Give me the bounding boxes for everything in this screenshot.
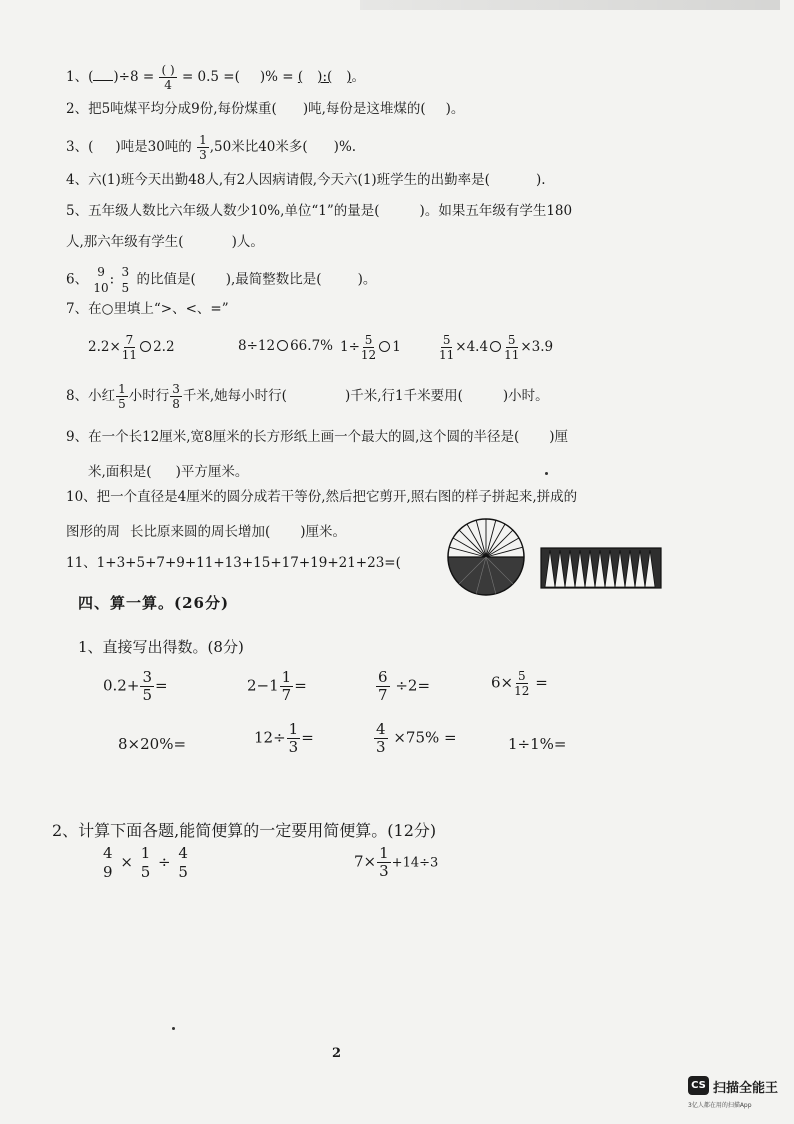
part2-e2-den: 3	[379, 862, 389, 880]
q7-i1-num: 7	[125, 333, 134, 347]
calc-r2-2-a: 12÷	[254, 728, 286, 747]
compare-circle	[140, 341, 151, 352]
q8-fraction-1	[116, 383, 128, 410]
q7-i2-b: 66.7%	[290, 338, 333, 354]
calc-r2-1	[118, 735, 186, 753]
camscanner-logo-icon: CS	[688, 1076, 709, 1095]
calc-r1-1-den: 5	[142, 686, 152, 704]
part2-expression-2	[354, 846, 438, 879]
calc-r2-3-fraction	[374, 722, 388, 755]
question-6	[66, 266, 376, 294]
q7-item-4	[438, 334, 553, 361]
question-10-line-2	[66, 526, 346, 540]
calc-r1-1-b: =	[154, 676, 168, 695]
q1-ratio	[298, 69, 352, 85]
q7-i4-fraction-2	[504, 334, 519, 361]
q2-text-a: 2、把5吨煤平均分成9份,每份煤重(	[66, 101, 277, 117]
question-2	[66, 103, 464, 117]
question-7-title: 7、在○里填上“>、<、=”	[66, 301, 229, 317]
q10-text-c: 长比原来圆的周长增加(	[130, 524, 271, 540]
calc-r1-2-den: 7	[281, 686, 292, 704]
question-10-line-1: 10、把一个直径是4厘米的圆分成若干等份,然后把它剪开,照右图的样子拼起来,拼成的	[66, 489, 578, 505]
q3-text-d: )%.	[333, 139, 357, 155]
question-4	[66, 174, 546, 188]
q7-i4-b: ×3.9	[520, 339, 554, 355]
q9-text-c: 米,面积是(	[88, 464, 152, 480]
rearranged-rectangle-figure	[540, 547, 662, 589]
q8-fraction-2	[170, 383, 182, 410]
q9-text-d: )平方厘米。	[175, 464, 249, 480]
part-2-title: 2、计算下面各题,能简便算的一定要用简便算。(12分)	[52, 821, 437, 840]
q9-text-b: )厘	[549, 429, 568, 445]
calc-r1-4-num: 5	[517, 669, 526, 683]
q2-text-c: )。	[445, 101, 465, 117]
compare-circle	[379, 341, 390, 352]
calc-r1-4-fraction	[514, 670, 529, 697]
q6-text-d: )。	[357, 271, 377, 288]
calc-r1-2-num: 1	[281, 668, 292, 686]
scan-speck	[545, 472, 548, 475]
calc-r2-2-b: =	[301, 728, 314, 747]
q1-number: 1、	[66, 69, 89, 85]
q1-frac-den: 4	[164, 78, 172, 92]
q8-text-b: 小时行	[128, 388, 170, 404]
q6-f1-num: 9	[97, 265, 105, 279]
q7-i4-num-1: 5	[442, 333, 451, 347]
q8-text-c: 千米,她每小时行(	[182, 388, 287, 404]
q7-item-2	[238, 340, 333, 354]
q7-i3-fraction	[361, 334, 376, 361]
q7-i1-a: 2.2×	[88, 339, 121, 355]
q1-text-b: )÷8 =	[113, 69, 155, 85]
calc-r2-1-a: 8×20%=	[118, 735, 187, 753]
calc-r1-3-den: 7	[378, 686, 388, 704]
part-1-title: 1、直接写出得数。(8分)	[78, 638, 244, 656]
q8-f2-den: 8	[172, 397, 180, 411]
part2-expression-1	[100, 846, 191, 880]
calc-r1-1-num: 3	[142, 668, 152, 686]
part2-e1-fraction-3	[176, 846, 190, 880]
q6-colon: :	[109, 271, 115, 288]
part2-e1-den-2: 5	[140, 863, 151, 881]
q5-text-b: )。如果五年级有学生180	[419, 203, 573, 219]
calc-r1-1	[103, 670, 168, 703]
q7-i4-fraction-1	[439, 334, 454, 361]
calc-r1-2-fraction	[280, 670, 294, 703]
calc-r1-3	[375, 670, 430, 703]
watermark-name: 扫描全能王	[713, 1081, 779, 1096]
watermark-tagline: 3亿人都在用的扫描App	[688, 1102, 752, 1109]
calc-r1-3-num: 6	[378, 668, 388, 686]
calc-r2-3-den: 3	[376, 738, 386, 756]
q7-i4-den-2: 11	[504, 348, 520, 362]
q8-text-a: 8、小红	[66, 388, 116, 404]
q6-f2-den: 5	[121, 281, 130, 295]
q1-text-d: )% =	[259, 69, 294, 85]
q7-i3-a: 1÷	[340, 339, 360, 355]
page-number: 2	[332, 1046, 342, 1061]
calc-r1-1-a: 0.2+	[103, 676, 140, 695]
part2-e1-num-3: 4	[178, 844, 188, 862]
q4-text-b: ).	[535, 172, 546, 188]
q5-text-d: )人。	[231, 234, 264, 250]
question-1	[66, 64, 365, 91]
q6-f1-den: 10	[93, 281, 109, 295]
part2-e2-num: 1	[379, 844, 389, 862]
q8-text-d: )千米,行1千米要用(	[344, 388, 463, 404]
q6-fraction-2	[120, 266, 132, 294]
q7-item-3	[340, 334, 401, 361]
calc-r1-4-b: =	[535, 673, 548, 692]
q10-text-d: )厘米。	[300, 524, 347, 540]
question-9-line-2	[88, 466, 248, 480]
part2-e1-den-1: 9	[103, 863, 113, 881]
part2-e1-fraction-1	[101, 846, 115, 880]
q7-item-1	[88, 334, 175, 361]
q7-i1-b: 2.2	[153, 339, 175, 355]
q7-i3-b: 1	[392, 339, 401, 355]
part2-e1-den-3: 5	[178, 863, 188, 881]
q7-i2-a: 8÷12	[238, 338, 276, 354]
scan-shadow	[360, 0, 780, 10]
compare-circle	[490, 341, 501, 352]
part2-e2-a: 7×	[354, 852, 377, 871]
q6-f2-num: 3	[121, 265, 130, 279]
q1-ratio-mid: ):(	[317, 69, 333, 85]
q10-text-b: 图形的周	[66, 524, 120, 540]
part2-e2-fraction	[377, 846, 391, 879]
q1-frac-num: ( )	[161, 63, 175, 77]
section-4-heading: 四、算一算。(26分)	[78, 594, 230, 612]
calc-r1-4-a: 6×	[491, 673, 514, 692]
q7-i1-den: 11	[121, 348, 138, 362]
calc-r2-3-num: 4	[376, 720, 386, 738]
calc-r1-3-fraction	[376, 670, 390, 703]
question-5-line-1	[66, 205, 572, 219]
calc-r2-2	[254, 722, 314, 755]
q8-text-e: )小时。	[502, 388, 549, 404]
q8-f2-num: 3	[172, 382, 180, 396]
calc-r2-4-a: 1÷1%=	[508, 735, 567, 753]
q1-text-c: = 0.5 =(	[181, 69, 240, 85]
q3-text-c: ,50米比40米多(	[209, 139, 308, 155]
q8-f1-num: 1	[118, 382, 126, 396]
part2-e1-num-1: 4	[103, 844, 113, 862]
q1-ratio-close: )	[346, 69, 352, 85]
calc-r2-2-den: 3	[288, 738, 299, 756]
q3-text-b: )吨是30吨的	[115, 139, 192, 155]
question-9-line-1	[66, 431, 568, 445]
q8-f1-den: 5	[118, 397, 126, 411]
calc-r1-2	[247, 670, 307, 703]
q9-text-a: 9、在一个长12厘米,宽8厘米的长方形纸上画一个最大的圆,这个圆的半径是(	[66, 429, 520, 445]
question-8	[66, 383, 549, 410]
q3-text-a: 3、(	[66, 139, 94, 155]
q3-fraction	[197, 134, 209, 161]
calc-r2-2-num: 1	[288, 720, 299, 738]
q7-i4-a: ×4.4	[455, 339, 489, 355]
q2-text-b: )吨,每份是这堆煤的(	[302, 101, 426, 117]
q4-text-a: 4、六(1)班今天出勤48人,有2人因病请假,今天六(1)班学生的出勤率是(	[66, 172, 490, 188]
calc-r2-4	[508, 735, 566, 753]
part2-e1-fraction-2	[139, 846, 153, 880]
q3-frac-den: 3	[199, 148, 207, 162]
q6-text-b: 的比值是(	[136, 271, 196, 288]
question-11	[66, 557, 456, 571]
calc-r1-2-a: 2−1	[247, 676, 279, 695]
q7-i4-den-1: 11	[439, 348, 455, 362]
question-3	[66, 134, 356, 161]
q1-period: 。	[351, 69, 366, 85]
calc-r1-3-b: ÷2=	[395, 676, 431, 695]
compare-circle	[277, 340, 288, 351]
sector-circle-figure	[446, 517, 526, 597]
q1-ratio-open: (	[297, 69, 304, 85]
calc-r1-4-den: 12	[514, 684, 530, 698]
question-5-line-2	[66, 236, 264, 250]
q6-number: 6、	[66, 271, 89, 288]
q3-frac-num: 1	[199, 133, 207, 147]
q6-fraction-1	[93, 266, 108, 294]
calc-r1-2-b: =	[294, 676, 307, 695]
q1-text-a: (	[88, 69, 94, 85]
q7-i1-fraction	[122, 334, 137, 361]
q5-text-c: 人,那六年级有学生(	[66, 234, 184, 250]
part2-e1-num-2: 1	[140, 844, 151, 862]
q7-i3-den: 12	[360, 348, 377, 362]
q7-i4-num-2: 5	[507, 333, 516, 347]
calc-r1-4	[491, 670, 548, 697]
q5-text-a: 5、五年级人数比六年级人数少10%,单位“1”的量是(	[66, 203, 380, 219]
part2-e2-b: +14÷3	[391, 855, 439, 871]
q7-i3-num: 5	[364, 333, 373, 347]
calc-r2-2-fraction	[287, 722, 301, 755]
scan-speck	[172, 1027, 175, 1030]
calc-r2-3-b: ×75% =	[393, 728, 457, 747]
part2-e1-times: ×	[120, 853, 133, 871]
q1-blank-1	[93, 80, 113, 81]
calc-r1-1-fraction	[140, 670, 154, 703]
part2-e1-divide: ÷	[158, 853, 171, 871]
q1-fraction	[159, 64, 176, 91]
q6-text-c: ),最简整数比是(	[225, 271, 322, 288]
calc-r2-3	[373, 722, 457, 755]
q11-text-a: 11、1+3+5+7+9+11+13+15+17+19+21+23=(	[66, 555, 401, 571]
